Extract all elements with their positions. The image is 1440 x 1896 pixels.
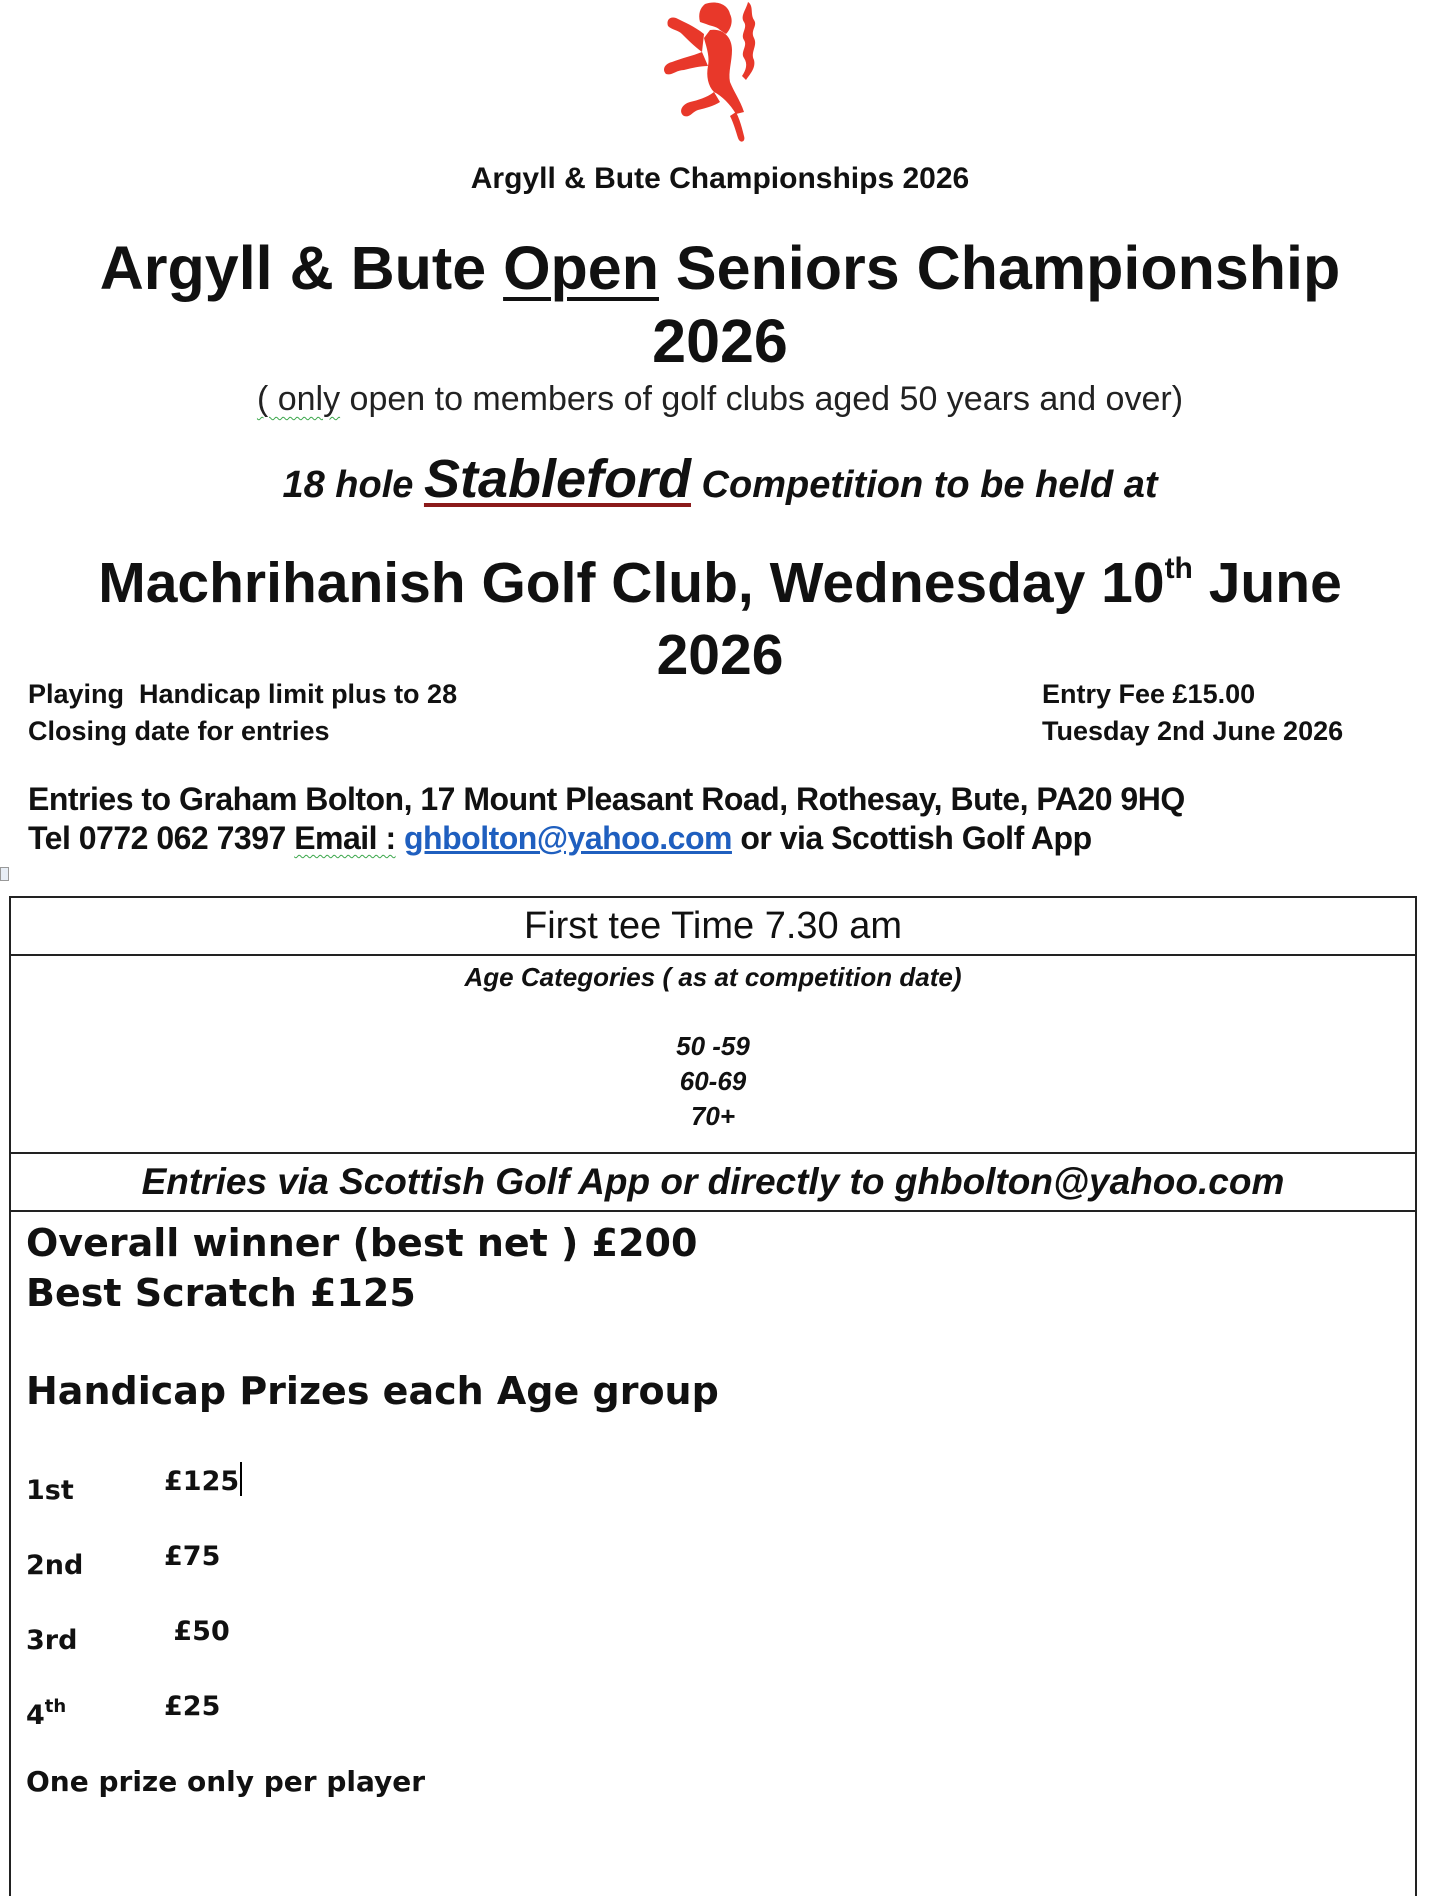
page-title — [0, 232, 1440, 378]
venue-month: June — [1192, 551, 1342, 615]
place-label: 4th — [26, 1696, 67, 1731]
eligibility-spellcheck-word: ( only — [256, 380, 341, 418]
title-text-rest: Seniors Championship — [658, 234, 1341, 302]
eligibility-text: open to members of golf clubs aged 50 years and over) — [340, 380, 1184, 418]
championships-subtitle: Argyll & Bute Championships 2026 — [470, 162, 970, 195]
format-prefix: 18 hole — [282, 464, 424, 506]
entry-fee: Entry Fee £15.00 — [1042, 679, 1256, 709]
prize-place-row — [26, 1669, 1415, 1744]
place-prize: £50 — [164, 1616, 230, 1647]
text-cursor — [240, 1462, 242, 1496]
place-prize: £25 — [164, 1691, 221, 1722]
venue-ordinal: th — [1164, 552, 1193, 585]
closing-date-label: Closing date for entries — [28, 716, 330, 746]
place-label: 1st — [26, 1475, 74, 1506]
prize-place-row — [26, 1594, 1415, 1669]
handicap-prizes-heading: Handicap Prizes each Age group — [26, 1369, 719, 1413]
entries-note-row: Entries via Scottish Golf App or directly to ghbolton@yahoo.com — [11, 1154, 1415, 1212]
title-text: Argyll & Bute — [99, 234, 504, 302]
tee-time-row: First tee Time 7.30 am — [11, 898, 1415, 956]
venue-date-heading — [0, 533, 1440, 691]
prize-place-row — [26, 1444, 1415, 1519]
format-stableford: Stableford — [423, 449, 691, 509]
contact-email-link[interactable]: ghbolton@yahoo.com — [404, 820, 732, 856]
contact-address: Entries to Graham Bolton, 17 Mount Pleasant Road, Rothesay, Bute, PA20 9HQ — [28, 781, 1185, 817]
one-prize-note: One prize only per player — [26, 1765, 426, 1798]
eligibility-note — [0, 380, 1440, 419]
competition-format — [0, 448, 1440, 510]
details-left — [28, 676, 457, 750]
place-prize: £75 — [164, 1541, 221, 1572]
best-scratch-prize: Best Scratch £125 — [26, 1271, 416, 1315]
handicap-limit: Playing Handicap limit plus to 28 — [28, 679, 458, 709]
table-move-handle[interactable] — [0, 867, 9, 881]
age-category: 60-69 — [679, 1066, 747, 1096]
prize-place-row — [26, 1519, 1415, 1594]
prizes-row — [11, 1218, 1415, 1819]
overall-winner-prize: Overall winner (best net ) £200 — [26, 1221, 698, 1265]
contact-email-suffix: or via Scottish Golf App — [731, 820, 1092, 856]
place-label: 3rd — [26, 1625, 78, 1656]
details-right — [1042, 676, 1343, 750]
contact-info — [28, 780, 1185, 858]
title-open-underlined: Open — [503, 234, 659, 302]
place-prize: £125 — [164, 1444, 242, 1519]
contact-tel: Tel 0772 062 7397 — [28, 820, 295, 856]
place-label: 2nd — [26, 1550, 84, 1581]
age-category: 70+ — [690, 1101, 736, 1131]
venue-year: 2026 — [656, 623, 784, 687]
contact-email-label: Email : — [294, 820, 396, 856]
info-table — [9, 896, 1417, 1896]
title-year: 2026 — [652, 307, 788, 375]
age-categories-list — [11, 1029, 1415, 1134]
age-categories-heading: Age Categories ( as at competition date) — [464, 962, 962, 992]
age-categories-row — [11, 956, 1415, 1154]
closing-date: Tuesday 2nd June 2026 — [1042, 716, 1344, 746]
age-category: 50 -59 — [676, 1031, 750, 1061]
format-suffix: Competition to be held at — [690, 464, 1158, 506]
venue-text: Machrihanish Golf Club, Wednesday 10 — [98, 551, 1165, 615]
lion-rampant-icon — [650, 0, 770, 145]
